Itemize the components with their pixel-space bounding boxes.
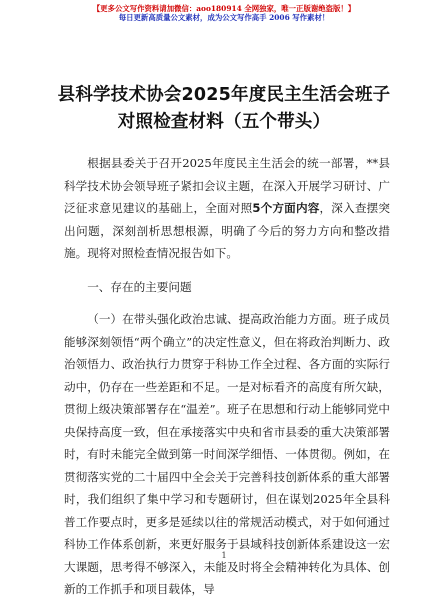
section-heading: 一、存在的主要问题 — [87, 279, 192, 294]
intro-emphasis: 5个方面内容 — [252, 201, 320, 215]
intro-text-end: ，深入查摆突出问题，深刻剖析思想根源，明确了今后的努力方向和整改措施。现将对照检查情况报告如下。 — [64, 201, 390, 260]
body-paragraph: （一）在带头强化政治忠诚、提高政治能力方面。班子成员能够深刻领悟“两个确立”的决定性意义，但在将政治判断力、政治领悟力、政治执行力贯穿于科协工作全过程、各方面的实际行动中，仍存在一些差距和不足。一是对标看齐的高度有所欠缺，贯彻上级决策部署存在“温差”。班子在思想和行动上能够同党中央保持高度一致，但在承接落实中央和省市县委的重大决策部署时，有时未能完全做到第一时间深学细悟、一体贯彻。例如，在贯彻落实党的二十届四中全会关于完善科技创新体系的重大部署时，我们组织了集中学习和专题研讨，但在谋划2025年全县科普工作要点时，更多是延续以往的常规活动模式，对于如何通过科协工作体系创新，来更好服务于县域科技创新体系建设这一宏大课题，思考得不够深入，未能及时将全会精神转化为具体、创新的工作抓手和项目载体，导 — [64, 312, 390, 596]
intro-text-start: 根据县委关于召开2025年度民主生活会的统一部署，**县科学技术协会领导班子紧扣会议主题，在深入开展学习研讨、广泛征求意见建议的基础上，全面对照 — [64, 156, 390, 215]
intro-paragraph — [64, 152, 390, 265]
promo-banner-line-1: 【更多公文写作资料请加微信：aoo180914 全网独家，唯一正版谢绝盗版！】 — [92, 4, 356, 13]
document-body — [64, 152, 390, 601]
promo-banner-line-2: 每日更新高质量公文素材，成为公文写作高手 2006 写作素材！ — [118, 13, 330, 23]
document-title: 县科学技术协会2025年度民主生活会班子对照检查材料（五个带头） — [57, 85, 391, 132]
promo-banner — [0, 4, 448, 23]
page-number: 1 — [221, 551, 227, 560]
